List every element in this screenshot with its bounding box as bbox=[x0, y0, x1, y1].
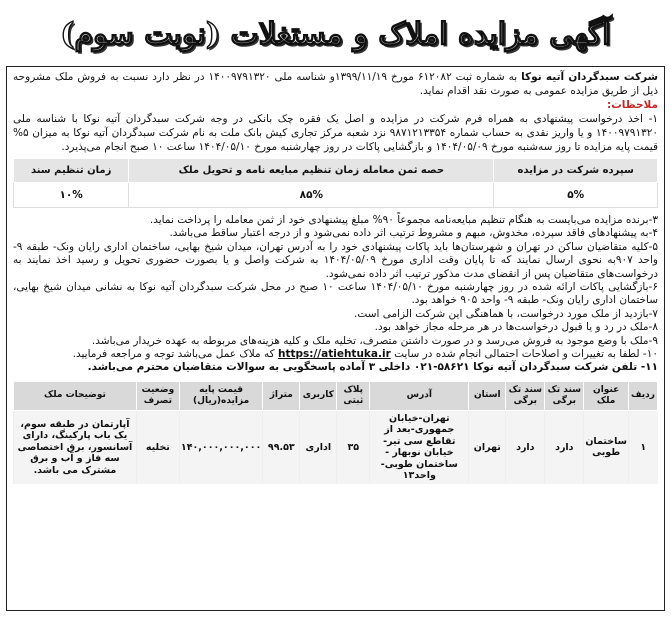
address: تهران-خیابان جمهوری-بعد از تقاطع سی تیر- خیابان نوبهار - ساختمان طوبی- واحد۱۳ bbox=[370, 410, 469, 484]
table-row bbox=[14, 410, 658, 484]
property-header: ردیف bbox=[629, 381, 658, 410]
deposit-row bbox=[14, 183, 658, 208]
term-item-11: ۱۱- تلفن شرکت سبدگردان آتیه نوکا ۵۸۶۲۱-۰۲۱ داخلی ۳ آماده پاسخگویی به سوالات متقاضیان محترم می‌باشد. bbox=[87, 361, 658, 374]
property-header: عنوان ملک bbox=[584, 381, 629, 410]
term-item: ۶-بازگشایی پاکات ارائه شده در روز چهارشنبه مورخ ۱۴۰۴/۰۵/۱۰ ساعت ۱۰ صبح در محل شرکت سبدگردان آتیه نوکا به نشانی میدان شیخ بهایی، ساختمان اداری رایان ونک- طبقه ۹- واحد ۹۰۵ خواهد بود. bbox=[13, 281, 658, 307]
deposit-cell: ۸۵% bbox=[129, 183, 494, 208]
term-item: ۸-ملک در رد و یا قبول درخواست‌ها در هر مرحله مجاز خواهد بود. bbox=[374, 321, 658, 334]
ad-body bbox=[6, 66, 665, 611]
property-header: سند تک برگی bbox=[506, 381, 545, 410]
website-link[interactable]: https://atiehtuka.ir bbox=[277, 348, 391, 361]
property-header: استان bbox=[469, 381, 506, 410]
property-header: متراژ bbox=[263, 381, 300, 410]
notes-heading: ملاحظات: bbox=[607, 99, 658, 111]
note-1: ۱- اخذ درخواست پیشنهادی به همراه فرم شرکت در مزایده و اصل یک فقره چک بانکی در وجه شرکت سبدگردان آتیه نوکا با شناسه ملی ۱۴۰۰۹۷۹۱۳۲۰ و یا واریز نقدی به حساب شماره ۹۸۷۱۲۱۳۳۵۴ نزد شعبه مرکز تجاری کیش بانک ملت به نام شرکت سبدگردان آتیه نوکا به میزان ۵% قیمت پایه مزایده تا روز سه‌شنبه مورخ ۱۴۰۴/۰۵/۰۹ و بازگشایی پاکات در روز چهارشنبه مورخ ۱۴۰۴/۰۵/۱۰ ساعت ۱۰ صبح انجام می‌پذیرد. bbox=[13, 113, 659, 153]
term-item: ۵-کلیه متقاضیان ساکن در تهران و شهرستان‌ها باید پاکات پیشنهادی خود را به آدرس تهران، میدان شیخ بهایی، ساختمان اداری رایان ونک- طبقه ۹-واحد ۹۰۷به نحوی ارسال نمایند که تا پایان وقت اداری مورخ ۱۴۰۴/۰۵/۰۹ به شرکت واصل و یا بصورت حضوری تحویل و رسید اخذ نمایند به درخواست‌های متقاضیان پس از انقضای مدت مذکور ترتیب اثر داده نمی‌شود. bbox=[13, 240, 659, 280]
property-table bbox=[13, 381, 658, 484]
property-header: قیمت پایه مزایده(ریال) bbox=[179, 381, 262, 410]
term-10-text: ۱۰- لطفا به تغییرات و اصلاحات احتمالی انجام شده در سایت bbox=[390, 348, 658, 361]
property-header: کاربری bbox=[300, 381, 337, 410]
term-item: ۳-برنده مزایده می‌بایست به هنگام تنظیم مبایعه‌نامه مجموعاً ۹۰% مبلغ پیشنهادی خود از ثمن معامله را پرداخت نماید. bbox=[149, 214, 658, 226]
term-item: ۴-به پیشنهادهای فاقد سپرده، مخدوش، مبهم و مشروط ترتیب اثر داده نمی‌شود و از درجه اعتبار ساقط می‌باشد. bbox=[169, 227, 658, 240]
deed-status: دارد bbox=[506, 410, 545, 484]
property-header: پلاک ثبتی bbox=[337, 381, 370, 410]
deposit-cell: ۱۰% bbox=[14, 183, 129, 208]
property-header: توضیحات ملک bbox=[14, 381, 137, 410]
term-item: ۷-بازدید از ملک مورد درخواست، با هماهنگی این شرکت الزامی است. bbox=[354, 307, 658, 320]
deed-status: دارد bbox=[545, 410, 584, 484]
property-description: آپارتمان در طبقه سوم، یک باب پارکینگ، دارای آسانسور، برق اختصاصی سه فاز و آب و برق مشترک می باشد. bbox=[14, 410, 137, 484]
term-item-10 bbox=[13, 348, 658, 361]
ad-banner bbox=[6, 4, 665, 64]
ad-title: آگهی مزایده املاک و مستغلات (نوبت سوم) bbox=[60, 16, 611, 52]
term-item: ۹-ملک با وضع موجود به فروش می‌رسد و در صورت داشتن متصرف، تخلیه ملک و کلیه هزینه‌های مربوطه به عهده خریدار می‌باشد. bbox=[91, 334, 658, 347]
term-10-text-end: که ملاک عمل می‌باشد توجه و مراجعه فرمایید. bbox=[72, 348, 278, 361]
terms-list bbox=[13, 214, 658, 375]
usage: اداری bbox=[300, 410, 337, 484]
property-header: سند تک برگی bbox=[545, 381, 584, 410]
registry-plate: ۳۵ bbox=[337, 410, 370, 484]
deposit-header: حصه ثمن معامله زمان تنظیم مبایعه نامه و تحویل ملک bbox=[129, 159, 494, 183]
row-index: ۱ bbox=[629, 410, 658, 484]
area: ۹۹.۵۳ bbox=[263, 410, 300, 484]
base-price: ۱۴۰,۰۰۰,۰۰۰,۰۰۰ bbox=[179, 410, 262, 484]
property-header: آدرس bbox=[370, 381, 469, 410]
province: تهران bbox=[469, 410, 506, 484]
intro-text: به شماره ثبت ۶۱۲۰۸۲ مورخ ۱۳۹۹/۱۱/۱۹و شناسه ملی ۱۴۰۰۹۷۹۱۳۲۰ در نظر دارد نسبت به فروش ملک مشروحه ذیل از طریق مزایده عمومی به صورت نقد اقدام نماید. bbox=[13, 71, 658, 97]
intro-paragraph bbox=[13, 70, 658, 98]
deposit-cell: ۵% bbox=[494, 183, 658, 208]
deposit-table bbox=[13, 158, 658, 208]
property-title: ساختمان طوبی bbox=[584, 410, 629, 484]
company-name: شرکت سبدگردان آتیه نوکا bbox=[521, 71, 658, 83]
deposit-header: زمان تنظیم سند bbox=[14, 159, 129, 183]
occupancy-status: تخلیه bbox=[136, 410, 179, 484]
deposit-header: سپرده شرکت در مزایده bbox=[494, 159, 658, 183]
property-header: وضعیت تصرف bbox=[136, 381, 179, 410]
